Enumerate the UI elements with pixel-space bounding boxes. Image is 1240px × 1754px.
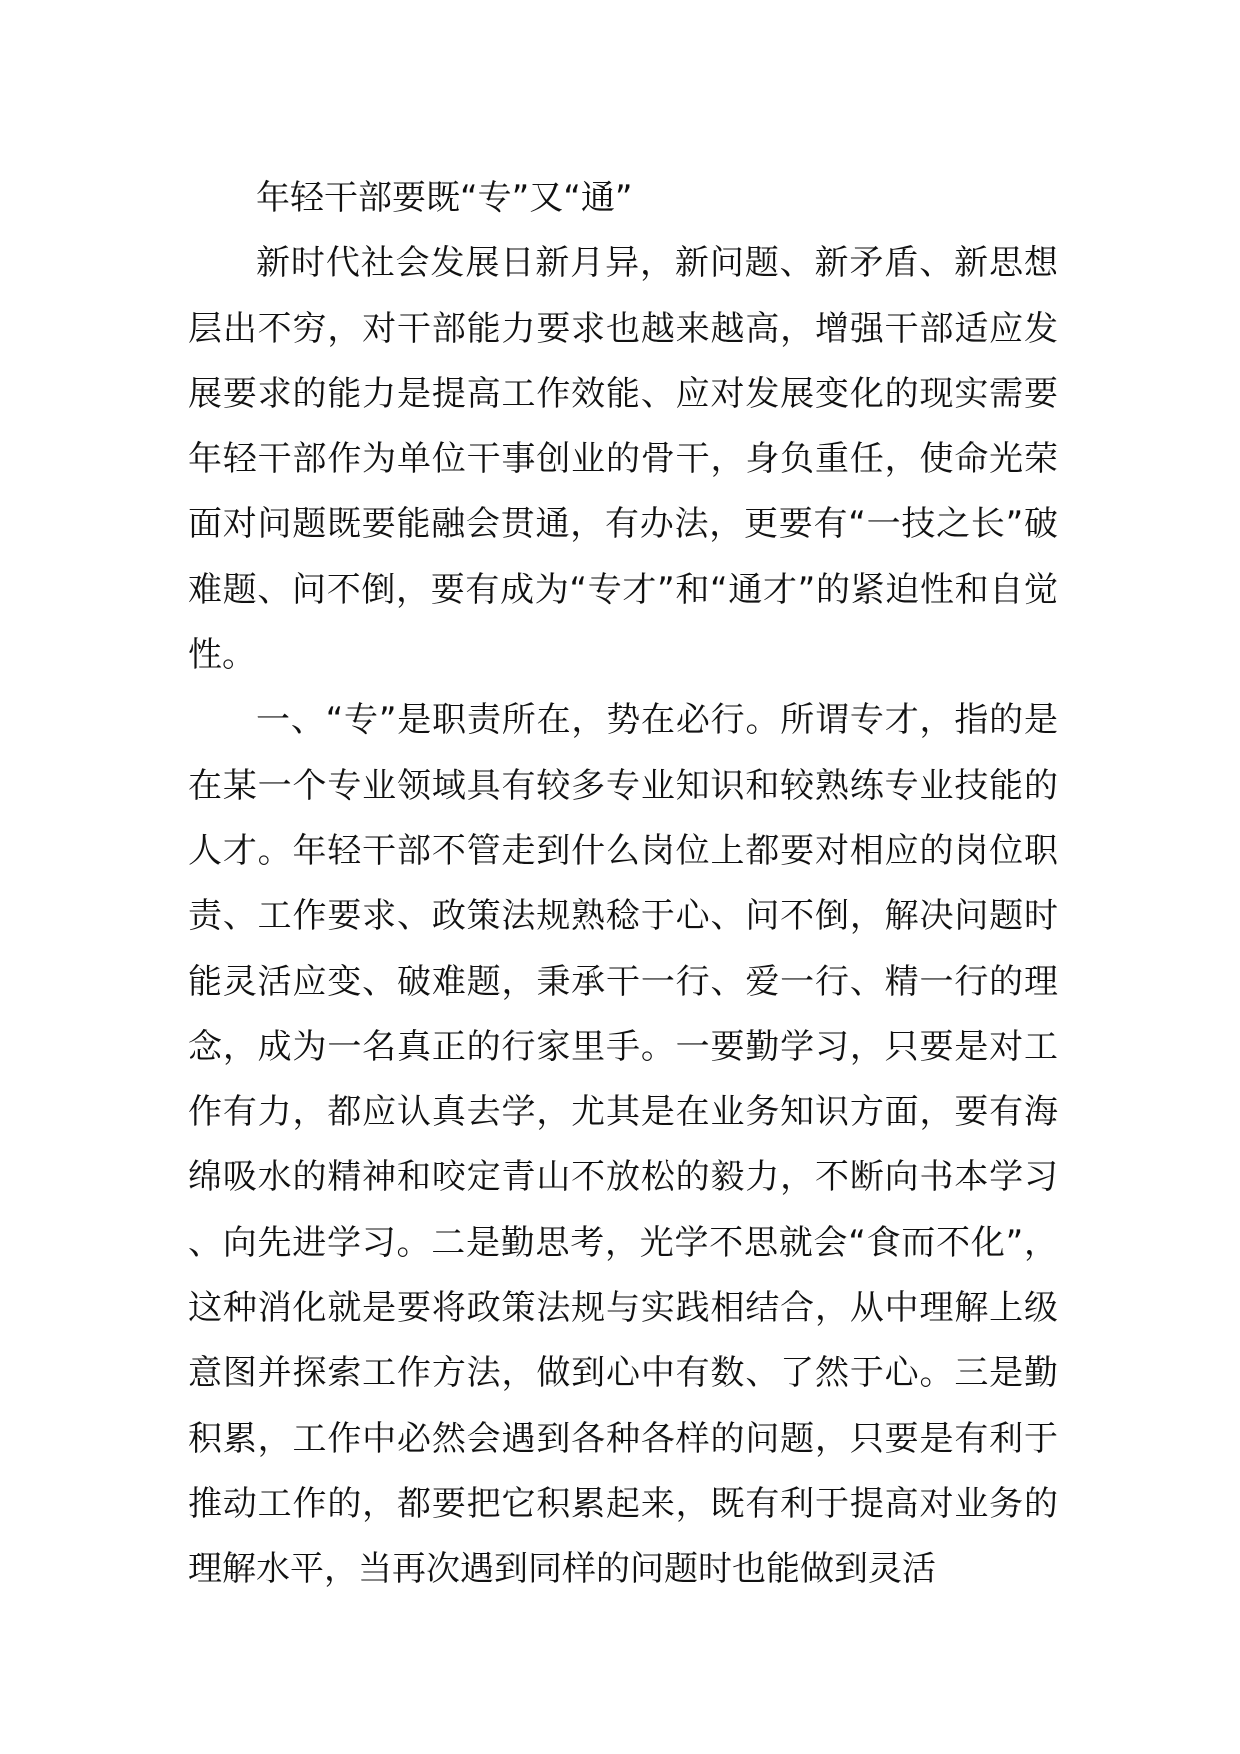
document-title: 年轻干部要既“专”又“通” [256, 178, 633, 218]
paragraph-section-one: 一、“专”是职责所在，势在必行。所谓专才，指的是在某一个专业领域具有较多专业知识和较熟练专业技能的人才。年轻干部不管走到什么岗位上都要对相应的岗位职责、工作要求、政策法规熟稔于心、问不倒，解决问题时能灵活应变、破难题，秉承干一行、爱一行、精一行的理念，成为一名真正的行家里手。一要勤学习，只要是对工作有力，都应认真去学，尤其是在业务知识方面，要有海绵吸水的精神和咬定青山不放松的毅力，不断向书本学习、向先进学习。二是勤思考，光学不思就会“食而不化”，这种消化就是要将政策法规与实践相结合，从中理解上级意图并探索工作方法，做到心中有数、了然于心。三是勤积累，工作中必然会遇到各种各样的问题，只要是有利于推动工作的，都要把它积累起来，既有利于提高对业务的理解水平，当再次遇到同样的问题时也能做到灵活 [188, 700, 1058, 1590]
paragraph-intro: 新时代社会发展日新月异，新问题、新矛盾、新思想层出不穷，对干部能力要求也越来越高，增强干部适应发展要求的能力是提高工作效能、应对发展变化的现实需要年轻干部作为单位干事创业的骨干，身负重任，使命光荣面对问题既要能融会贯通，有办法，更要有“一技之长”破难题、问不倒，要有成为“专才”和“通才”的紧迫性和自觉性。 [188, 243, 1058, 676]
document-body [188, 166, 1058, 1603]
